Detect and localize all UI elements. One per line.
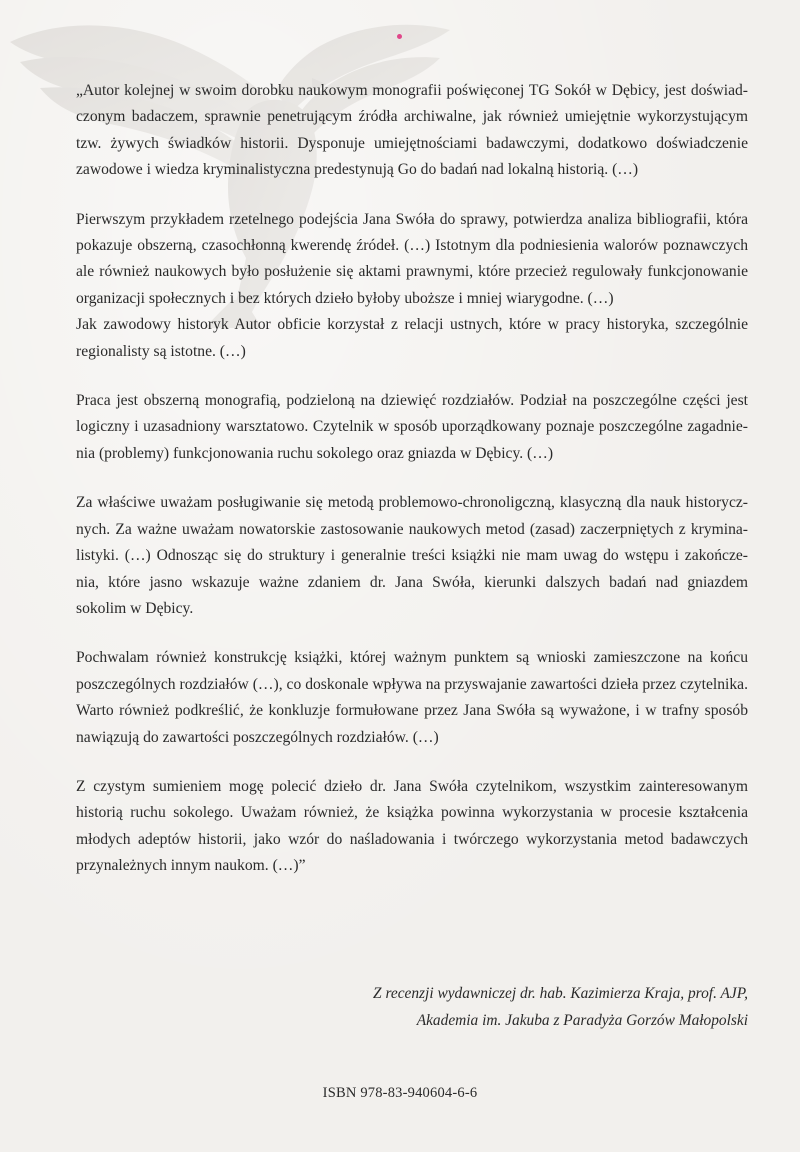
paragraph-3 (76, 388, 748, 467)
text-line: nych. Za ważne uważam nowatorskie zastosowanie naukowych metod (zasad) zaczerpniętych z krymina- (76, 520, 748, 538)
text-line: Pierwszym przykładem rzetelnego podejścia Jana Swóła do sprawy, potwierdza analiza bibliografii, która (76, 210, 748, 228)
review-attribution (373, 980, 748, 1034)
review-text (76, 78, 748, 903)
ink-dot (397, 34, 402, 39)
text-line: nia, które jasno wskazuje ważne zdaniem dr. Jana Swóła, kierunki dalszych badań nad gniazdem (76, 573, 748, 591)
paragraph-4 (76, 490, 748, 622)
text-line: Za właściwe uważam posługiwanie się metodą problemowo-chronoligczną, klasyczną dla nauk historycz- (76, 494, 748, 512)
paragraph-6 (76, 774, 748, 880)
text-line: nawiązują do zawartości poszczególnych rozdziałów. (…) (76, 728, 439, 746)
text-line: Warto również podkreślić, że konkluzje formułowane przez Jana Swóła są wyważone, i w trafny sposób (76, 702, 748, 720)
isbn-number: ISBN 978-83-940604-6-6 (322, 1085, 478, 1101)
text-line: zawodowe i wiedza kryminalistyczna predestynują Go do badań nad lokalną historią. (…) (76, 161, 639, 179)
text-line: regionalisty są istotne. (…) (76, 342, 246, 360)
text-line: organizacji społecznych i bez których dzieło byłoby uboższe i mniej wiarygodne. (…) (76, 289, 614, 307)
paragraph-1 (76, 78, 748, 184)
text-line: poszczególnych rozdziałów (…), co doskonale wpływa na przyswajanie zawartości dzieła przez czytelnika. (76, 675, 748, 693)
text-line: Pochwalam również konstrukcję książki, której ważnym punktem są wnioski zamieszczone na końcu (76, 649, 748, 667)
text-line: tzw. żywych świadków historii. Dysponuje umiejętnościami badawczymi, dodatkowo doświadczenie (76, 134, 748, 152)
text-line: listyki. (…) Odnosząc się do struktury i generalnie treści książki nie mam uwag do wstępu i zakończe- (76, 547, 748, 565)
text-line: młodych adeptów historii, jako wzór do naśladowania i twórczego wykorzystania metod badawczych (76, 830, 748, 848)
paragraph-2 (76, 207, 748, 365)
text-line: „Autor kolejnej w swoim dorobku naukowym monografii poświęconej TG Sokół w Dębicy, jest doświad- (76, 82, 748, 99)
text-line: Praca jest obszerną monografią, podzieloną na dziewięć rozdziałów. Podział na poszczególne części jest (76, 392, 748, 410)
text-line: czonym badaczem, sprawnie penetrującym źródła archiwalne, jak również umiejętnie wykorzystującym (76, 108, 748, 126)
paragraph-5 (76, 645, 748, 751)
text-line: pokazuje obszerną, czasochłonną kwerendę źródeł. (…) Istotnym dla podniesienia walorów poznawczych (76, 237, 748, 255)
text-line: logiczny i uzasadniony warsztatowo. Czytelnik w sposób uporządkowany poznaje poszczególne zagadnie- (76, 418, 748, 436)
text-line: historią ruchu sokolego. Uważam również, że książka powinna wykorzystania w procesie kształcenia (76, 804, 748, 822)
attribution-author: Z recenzji wydawniczej dr. hab. Kazimierza Kraja, prof. AJP, (373, 985, 748, 1002)
text-line: Jak zawodowy historyk Autor obficie korzystał z relacji ustnych, które w pracy historyka, szczególnie (76, 316, 748, 334)
text-line: przynależnych innym naukom. (…)” (76, 857, 306, 875)
text-line: ale również naukowych było posłużenie się aktami prawnymi, które przecież regulowały funkcjonowanie (76, 263, 748, 281)
text-line: Z czystym sumieniem mogę polecić dzieło dr. Jana Swóła czytelnikom, wszystkim zainteresowanym (76, 777, 748, 795)
text-line: nia (problemy) funkcjonowania ruchu sokolego oraz gniazda w Dębicy. (…) (76, 444, 554, 462)
text-line: sokolim w Dębicy. (76, 599, 194, 617)
attribution-institution: Akademia im. Jakuba z Paradyża Gorzów Małopolski (416, 1012, 748, 1029)
